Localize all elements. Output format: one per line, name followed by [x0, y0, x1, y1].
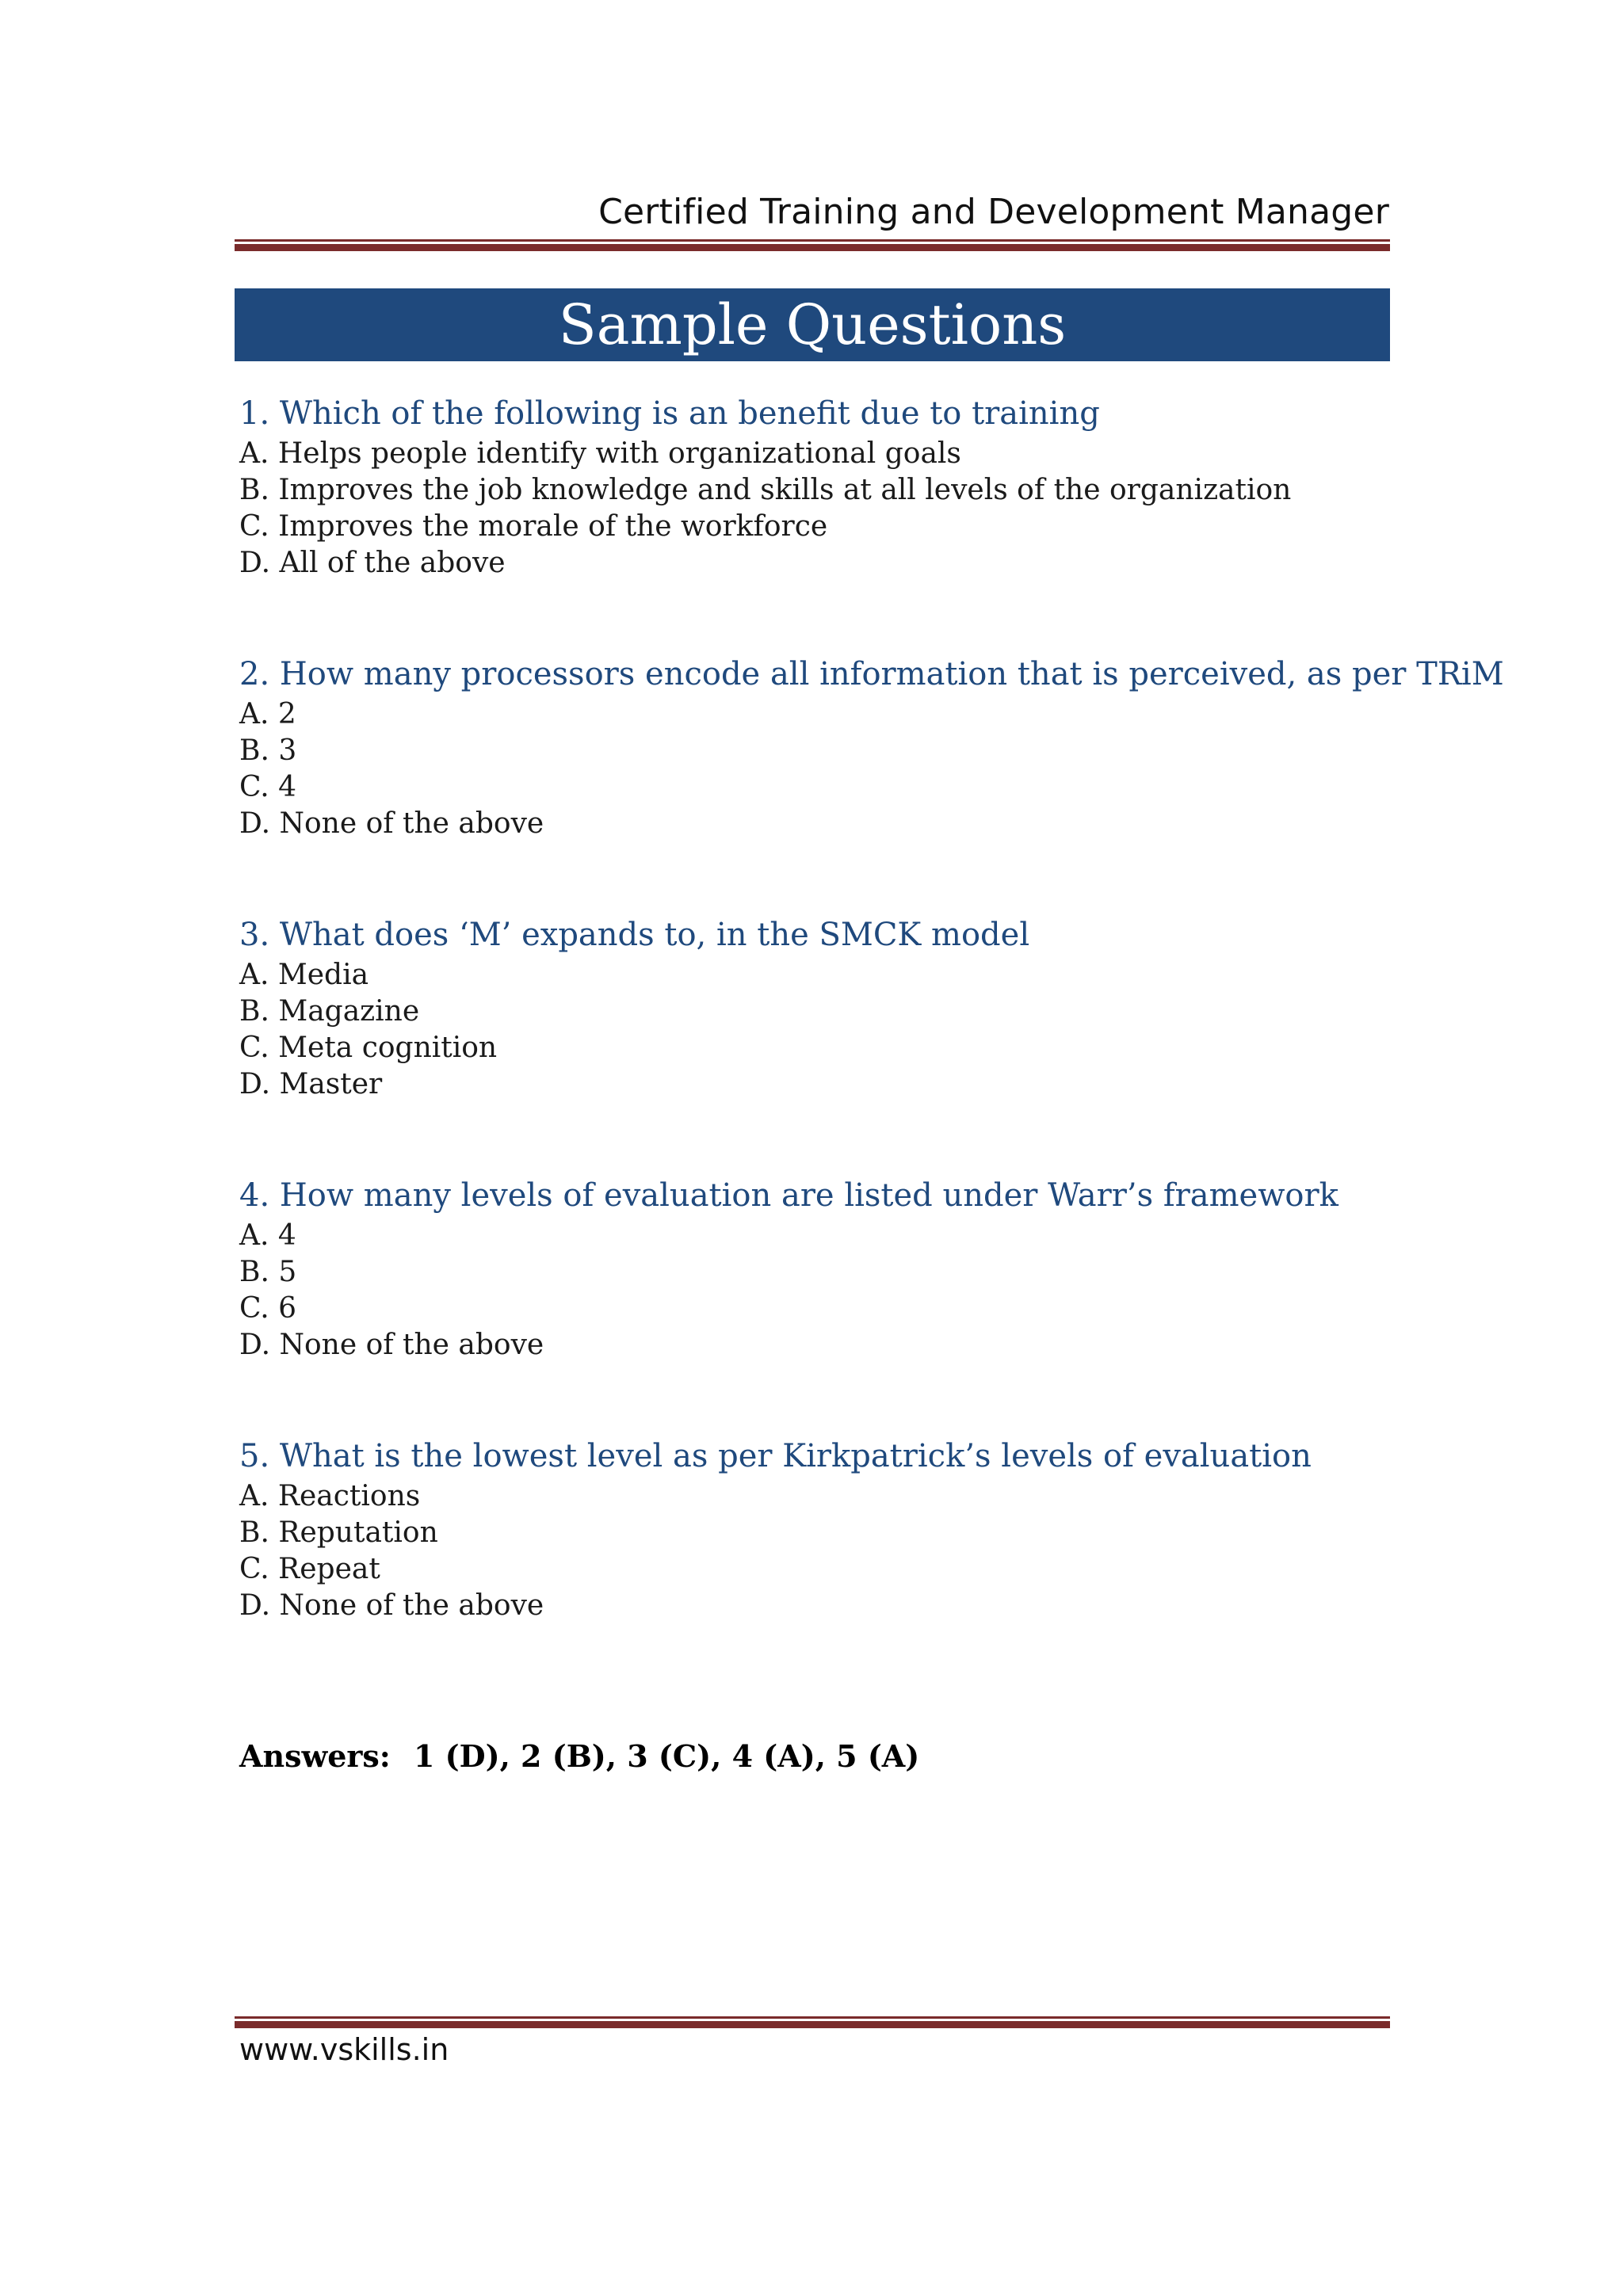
- question-title: 3. What does ‘M’ expands to, in the SMCK model: [239, 917, 1030, 953]
- banner-title: Sample Questions: [558, 292, 1067, 357]
- question-block: [239, 393, 1388, 582]
- header-divider: [235, 239, 1390, 251]
- section-banner: [235, 288, 1390, 361]
- answer-option: B. 3: [239, 734, 297, 767]
- answer-key-values: 1 (D), 2 (B), 3 (C), 4 (A), 5 (A): [414, 1738, 920, 1774]
- question-title: 2. How many processors encode all information that is perceived, as per TRiM: [239, 656, 1504, 692]
- answer-option: B. Magazine: [239, 995, 420, 1028]
- answer-option: A. Media: [239, 959, 369, 991]
- answer-option: B. Reputation: [239, 1516, 438, 1549]
- answer-key-label: Answers:: [239, 1738, 391, 1774]
- answer-option: A. Reactions: [239, 1480, 421, 1512]
- question-title: 1. Which of the following is an benefit due to training: [239, 395, 1100, 432]
- header-title: Certified Training and Development Manager: [598, 192, 1389, 232]
- answer-key: [239, 1738, 919, 1774]
- question-block: [239, 1436, 1388, 1624]
- answer-option: C. Meta cognition: [239, 1032, 498, 1064]
- answer-option: C. 4: [239, 771, 297, 803]
- answer-option: A. 4: [239, 1219, 296, 1252]
- question-title: 5. What is the lowest level as per Kirkpatrick’s levels of evaluation: [239, 1438, 1312, 1474]
- answer-option: D. None of the above: [239, 1329, 544, 1361]
- answer-option: D. None of the above: [239, 1589, 544, 1622]
- answer-option: B. 5: [239, 1256, 297, 1288]
- answer-option: A. Helps people identify with organizational goals: [239, 437, 961, 470]
- answer-option: C. 6: [239, 1292, 297, 1325]
- answer-option: D. All of the above: [239, 547, 506, 579]
- question-block: [239, 914, 1388, 1103]
- footer-website-link[interactable]: www.vskills.in: [239, 2032, 449, 2067]
- answer-option: C. Repeat: [239, 1553, 380, 1585]
- answer-option: C. Improves the morale of the workforce: [239, 510, 828, 543]
- answer-option: D. Master: [239, 1068, 383, 1100]
- answer-option: B. Improves the job knowledge and skills at all levels of the organization: [239, 474, 1292, 506]
- answer-option: A. 2: [239, 698, 296, 730]
- question-block: [239, 1175, 1388, 1363]
- footer-divider: [235, 2016, 1390, 2028]
- question-block: [239, 654, 1504, 842]
- answer-option: D. None of the above: [239, 807, 544, 840]
- question-title: 4. How many levels of evaluation are listed under Warr’s framework: [239, 1177, 1338, 1214]
